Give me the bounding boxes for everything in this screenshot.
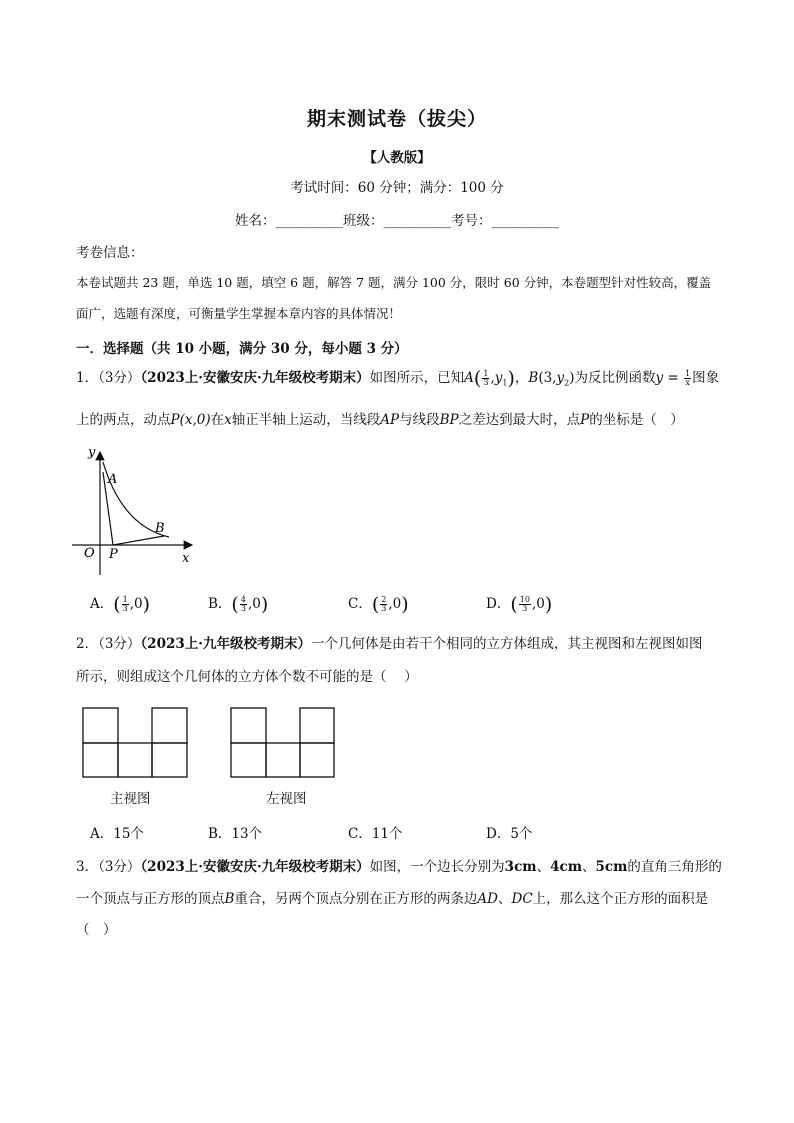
q1-figure: [64, 440, 204, 580]
name-class-id-line: 姓名：__________班级：__________考号：__________: [235, 213, 559, 229]
fig-o-label: O: [84, 546, 95, 561]
q2-line-1: 2．（3分）（2023上·九年级校考期末）一个几何体是由若干个相同的立方体组成，其主视图和左视图如图: [76, 636, 703, 652]
front-view: [83, 708, 187, 777]
q1-score: （3分）: [98, 370, 141, 386]
left-view-label: 左视图: [266, 791, 307, 807]
q1-option-a[interactable]: A．( $\frac{1}{3}$ ,0): [90, 593, 151, 616]
q2-option-b[interactable]: B．13个: [208, 826, 263, 842]
q2-option-a[interactable]: A．15个: [90, 826, 144, 842]
q3-line-2: 一个顶点与正方形的顶点B重合，另两个顶点分别在正方形的两条边AD、DC上，那么这个正方形的面积是: [76, 891, 709, 907]
q3-line-3: （ ）: [76, 922, 117, 938]
q1-frac-a: $\frac{1}{3}$: [483, 369, 489, 387]
fig-y-label: y: [88, 445, 96, 460]
info-line-1: 本卷试题共 23 题，单选 10 题，填空 6 题，解答 7 题，满分 100 分，限时 60 分钟，本卷题型针对性较高，覆盖: [76, 275, 712, 290]
q1-line-1: 1．（3分）（2023上·安徽安庆·九年级校考期末）如图所示，已知A( $\frac{1}{3}$ $,y_1$)，$B(3,y_2)$为反比例函数y = $\frac{1}{x}$ 图象: [76, 367, 720, 390]
info-label: 考卷信息：: [76, 245, 144, 261]
q1-number: 1．: [76, 370, 99, 386]
q1-func-frac: $\frac{1}{x}$: [685, 369, 691, 387]
q2-option-c[interactable]: C．11个: [348, 826, 403, 842]
q3-line-1: 3．（3分）（2023上·安徽安庆·九年级校考期末）如图，一个边长分别为3cm、4cm、5cm的直角三角形的: [76, 859, 722, 875]
q2-option-d[interactable]: D．5个: [486, 826, 533, 842]
info-line-2: 面广，选题有深度，可衡量学生掌握本章内容的具体情况！: [76, 306, 402, 321]
fig-p-label: P: [109, 547, 118, 562]
exam-info: 考试时间：60 分钟；满分：100 分: [290, 180, 504, 196]
fig-a-label: A: [108, 472, 118, 487]
q1-option-b[interactable]: B．( $\frac{4}{3}$ ,0): [208, 593, 269, 616]
front-view-label: 主视图: [110, 791, 151, 807]
edition-label: 【人教版】: [363, 150, 431, 166]
q1-line-2: 上的两点，动点P(x,0)在x轴正半轴上运动，当线段AP与线段BP之差达到最大时，点P的坐标是（ ）: [76, 412, 684, 428]
section-heading: 一．选择题（共 10 小题，满分 30 分，每小题 3 分）: [76, 341, 408, 357]
q1-text: 如图所示，已知: [369, 370, 465, 386]
segment-bp: [113, 536, 164, 545]
left-view: [231, 708, 334, 777]
q1-point-a: A: [464, 370, 474, 386]
fig-b-label: B: [155, 521, 165, 536]
q2-line-2: 所示，则组成这个几何体的立方体个数不可能的是（ ）: [76, 669, 418, 685]
q1-option-d[interactable]: D．( $\frac{10}{3}$ ,0): [486, 593, 553, 616]
fig-x-label: x: [182, 551, 190, 566]
page-title: 期末测试卷（拔尖）: [306, 108, 487, 130]
q1-source: （2023上·安徽安庆·九年级校考期末）: [140, 370, 370, 386]
q1-option-c[interactable]: C．( $\frac{2}{3}$ ,0): [348, 593, 409, 616]
q1-point-b: B: [528, 370, 539, 386]
